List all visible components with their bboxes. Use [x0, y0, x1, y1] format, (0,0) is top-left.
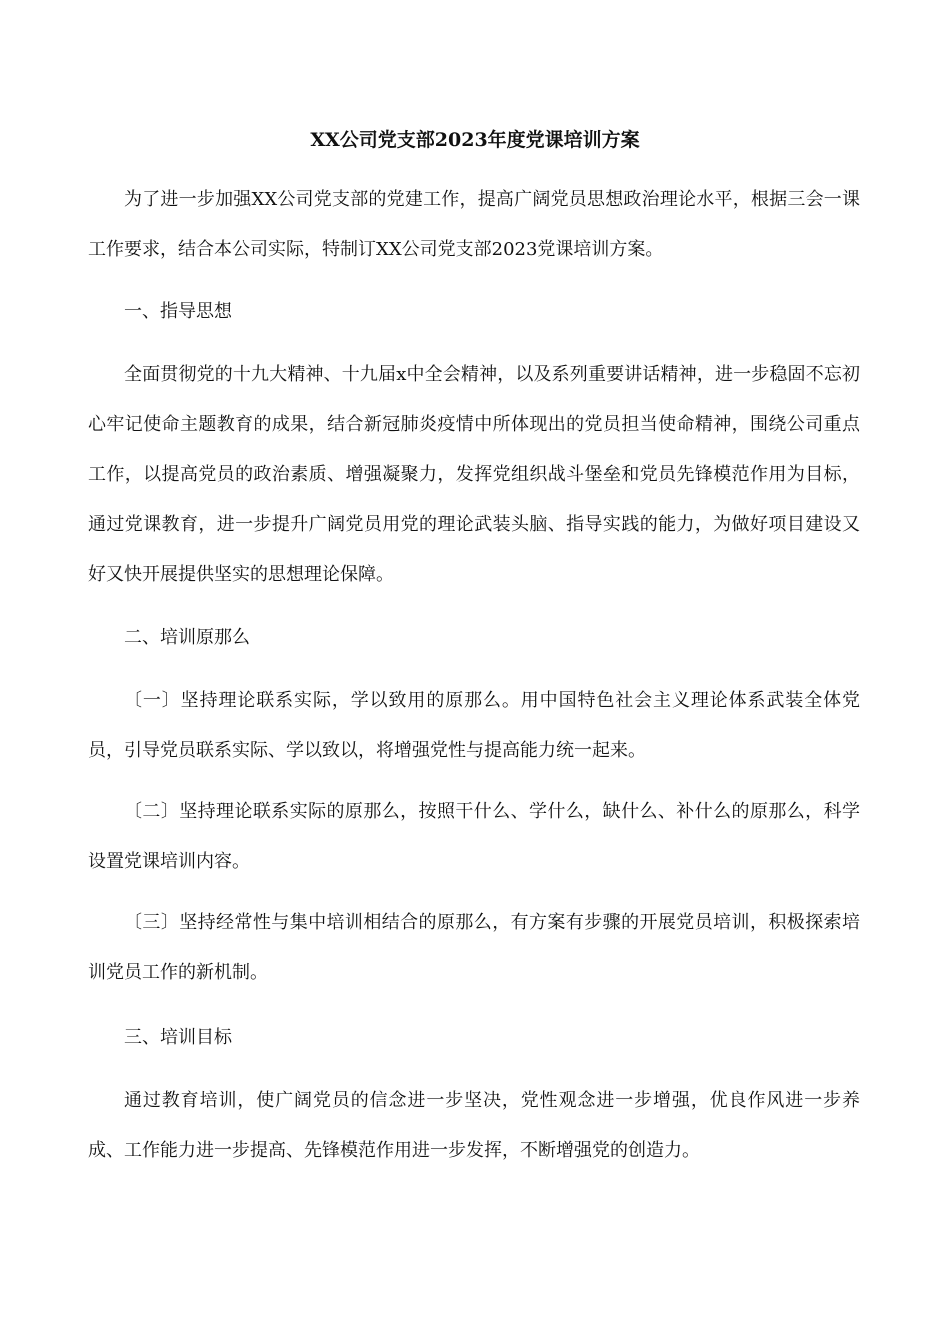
principle-item-2: 〔二〕坚持理论联系实际的原那么，按照干什么、学什么，缺什么、补什么的原那么，科学设置党课培训内容。 — [88, 801, 860, 872]
principle-item-3: 〔三〕坚持经常性与集中培训相结合的原那么，有方案有步骤的开展党员培训，积极探索培训党员工作的新机制。 — [88, 912, 860, 983]
principle-item-1: 〔一〕坚持理论联系实际，学以致用的原那么。用中国特色社会主义理论体系武装全体党员，引导党员联系实际、学以致以，将增强党性与提高能力统一起来。 — [88, 690, 860, 761]
section-heading-training-goals: 三、培训目标 — [124, 1027, 232, 1048]
section-heading-training-principles: 二、培训原那么 — [124, 627, 250, 648]
training-goals-paragraph: 通过教育培训，使广阔党员的信念进一步坚决，党性观念进一步增强，优良作风进一步养成、工作能力进一步提高、先锋模范作用进一步发挥，不断增强党的创造力。 — [88, 1090, 860, 1161]
section-heading-guiding-ideology: 一、指导思想 — [124, 301, 232, 322]
document-title: XX公司党支部2023年度党课培训方案 — [310, 129, 640, 151]
intro-paragraph: 为了进一步加强XX公司党支部的党建工作，提高广阔党员思想政治理论水平，根据三会一课工作要求，结合本公司实际，特制订XX公司党支部2023党课培训方案。 — [88, 189, 860, 260]
guiding-ideology-paragraph: 全面贯彻党的十九大精神、十九届x中全会精神，以及系列重要讲话精神，进一步稳固不忘初心牢记使命主题教育的成果，结合新冠肺炎疫情中所体现出的党员担当使命精神，围绕公司重点工作，以提高党员的政治素质、增强凝聚力，发挥党组织战斗堡垒和党员先锋模范作用为目标，通过党课教育，进一步提升广阔党员用党的理论武装头脑、指导实践的能力，为做好项目建设又好又快开展提供坚实的思想理论保障。 — [88, 364, 860, 585]
